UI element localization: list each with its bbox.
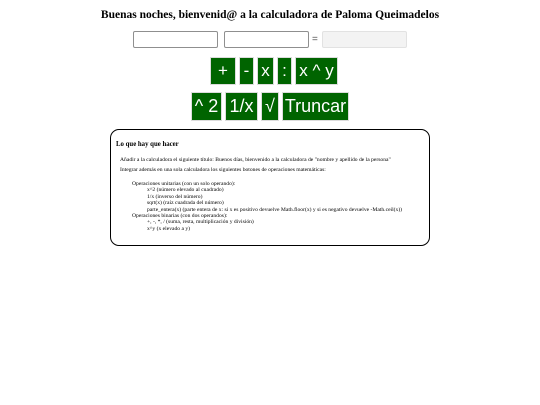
list-item: Operaciones unitarias (con un solo operando): — [132, 181, 236, 187]
result-field[interactable] — [322, 31, 407, 48]
binary-operations-row — [210, 57, 338, 85]
instructions-panel — [110, 129, 430, 246]
list-item: x^2 (número elevado al cuadrado) — [147, 187, 224, 194]
equals-sign: = — [312, 34, 318, 45]
truncate-button[interactable]: Truncar — [282, 92, 349, 121]
page-title: Buenas noches, bienvenid@ a la calculadora de Paloma Queimadelos — [100, 9, 440, 21]
list-item: parte_entera(x) (parte entera de x: si x es positivo devuelve Math.floor(x) y si es negativo devuelve -Math.ceil(x)) — [147, 206, 403, 213]
operand2-input[interactable] — [224, 31, 309, 48]
list-item: Operaciones binarias (con dos operandos): — [132, 213, 228, 220]
inverse-button[interactable]: 1/x — [225, 92, 258, 121]
list-item: sqrt(x) (raíz cuadrada del número) — [147, 200, 224, 207]
instructions-intro — [120, 157, 430, 178]
subtract-button[interactable]: - — [239, 57, 254, 85]
list-item: x^y (x elevado a y) — [147, 225, 191, 232]
list-item: +, -, *, / (suma, resta, multiplicación y división) — [147, 219, 254, 226]
operations-list — [132, 181, 402, 232]
instructions-paragraph: Integrar además en una sola calculadora los siguientes botones de operaciones matemáticas: — [120, 167, 326, 174]
divide-button[interactable]: : — [277, 57, 292, 85]
square-button[interactable]: ^ 2 — [191, 92, 222, 121]
sqrt-button[interactable]: √ — [261, 92, 279, 121]
instructions-heading: Lo que hay que hacer — [116, 141, 179, 148]
list-item: 1/x (inverso del número) — [147, 193, 203, 200]
multiply-button[interactable]: x — [257, 57, 274, 85]
add-button[interactable]: + — [210, 57, 236, 85]
operand1-input[interactable] — [133, 31, 218, 48]
power-button[interactable]: x ^ y — [295, 57, 338, 85]
unary-operations-row — [191, 92, 349, 121]
instructions-paragraph: Añadir a la calculadora el siguiente título: Buenos días, bienvenido a la calculadora de "nombre y apellido de la persona" — [120, 157, 391, 163]
